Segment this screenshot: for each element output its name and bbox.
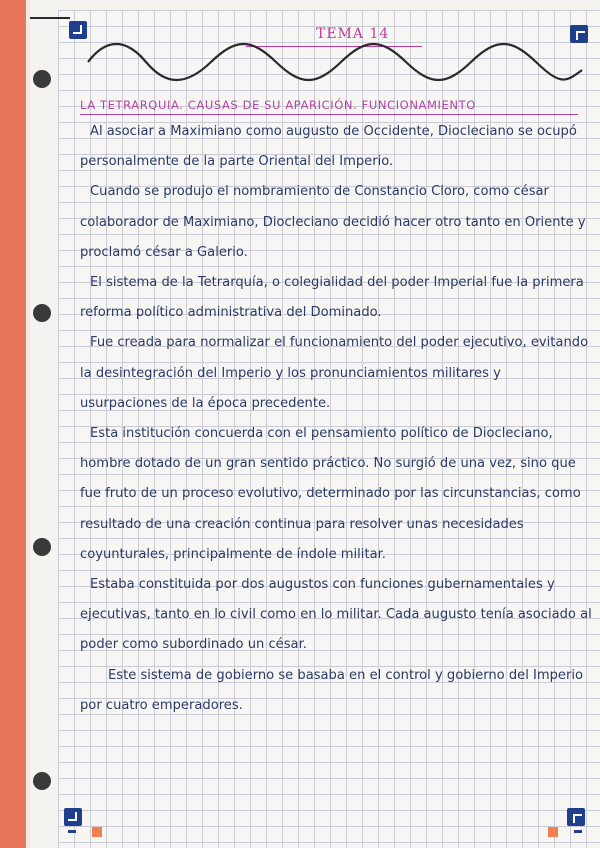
paragraph: Estaba constituida por dos augustos con funciones gubernamentales y ejecutivas, tanto en lo civil como en lo militar. Cada augusto tenía asociado al poder como subordinado un césar. (80, 577, 592, 653)
corner-arrow-icon (567, 808, 585, 826)
punch-hole (33, 304, 51, 322)
orange-square (92, 827, 102, 837)
corner-arrow-icon (64, 808, 82, 826)
body-text (80, 117, 592, 721)
corner-tick (574, 830, 582, 833)
corner-tick (68, 830, 76, 833)
paragraph: Este sistema de gobierno se basaba en el control y gobierno del Imperio por cuatro emperadores. (80, 667, 584, 713)
heading-underline (80, 114, 578, 115)
top-rule (30, 17, 70, 19)
decorative-wave (86, 40, 586, 86)
paragraph: Esta institución concuerda con el pensamiento político de Diocleciano, hombre dotado de un gran sentido práctico. No surgió de una vez, sino que fue fruto de un proceso evolutivo, determinado por las circunstancias, como resultado de una creación continua para resolver unas necesidades coyunturales, principalmente de índole militar. (80, 426, 581, 562)
paragraph: Fue creada para normalizar el funcionamiento del poder ejecutivo, evitando la desintegración del Imperio y los pronunciamientos militares y usurpaciones de la época precedente. (80, 335, 589, 411)
orange-margin-strip (0, 0, 26, 848)
paragraph: El sistema de la Tetrarquía, o colegialidad del poder Imperial fue la primera reforma político administrativa del Dominado. (80, 275, 584, 321)
paragraph: Cuando se produjo el nombramiento de Constancio Cloro, como césar colaborador de Maximiano, Diocleciano decidió hacer otro tanto en Oriente y proclamó césar a Galerio. (80, 184, 586, 260)
punch-hole (33, 772, 51, 790)
page-title: TEMA 14 (316, 26, 390, 42)
orange-square (548, 827, 558, 837)
punch-hole (33, 538, 51, 556)
section-heading: LA TETRARQUIA. CAUSAS DE SU APARICIÓN. FUNCIONAMIENTO (80, 98, 476, 112)
corner-arrow-icon (69, 21, 87, 39)
margin-edge (26, 0, 30, 848)
punch-hole (33, 70, 51, 88)
paragraph: Al asociar a Maximiano como augusto de Occidente, Diocleciano se ocupó personalmente de la parte Oriental del Imperio. (80, 124, 577, 170)
